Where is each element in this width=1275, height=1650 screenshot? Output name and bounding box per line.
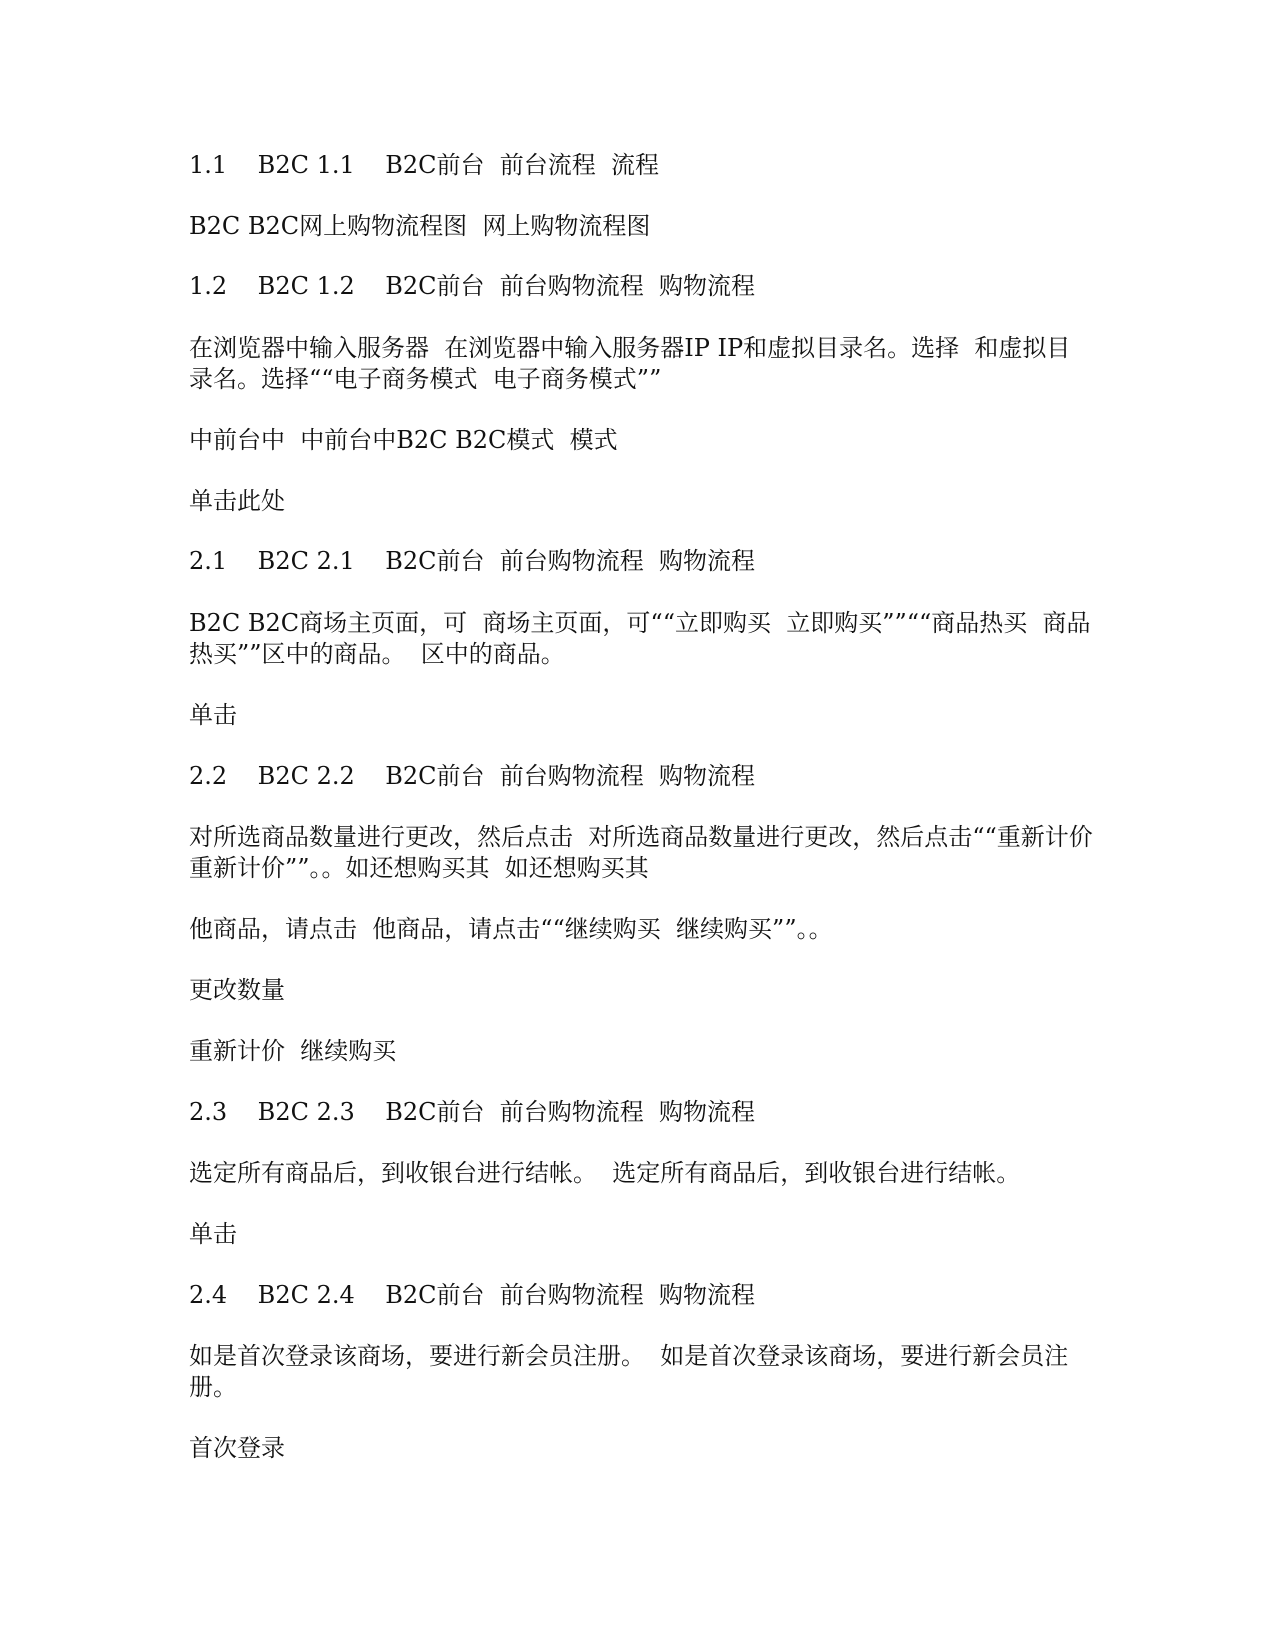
- paragraph-click-2: 单击: [189, 1220, 237, 1248]
- section-heading-1-1: 1.1 B2C 1.1 B2C前台 前台流程 流程: [189, 151, 660, 179]
- section-heading-1-2: 1.2 B2C 1.2 B2C前台 前台购物流程 购物流程: [189, 272, 756, 300]
- paragraph-click: 单击: [189, 701, 237, 729]
- paragraph-browser-input: 在浏览器中输入服务器 在浏览器中输入服务器IP IP和虚拟目录名。选择 和虚拟目录名。选择““电子商务模式 电子商务模式””: [189, 334, 1071, 393]
- paragraph-mall-homepage: B2C B2C商场主页面，可 商场主页面，可““立即购买 立即购买””““商品热买 商品热买””区中的商品。 区中的商品。: [189, 609, 1091, 668]
- section-heading-2-1: 2.1 B2C 2.1 B2C前台 前台购物流程 购物流程: [189, 547, 756, 575]
- paragraph-label-change-quantity: 更改数量: [189, 976, 285, 1004]
- paragraph-label-recalc-continue: 重新计价 继续购买: [189, 1037, 397, 1065]
- paragraph-flowchart-title: B2C B2C网上购物流程图 网上购物流程图: [189, 212, 651, 240]
- section-heading-2-4: 2.4 B2C 2.4 B2C前台 前台购物流程 购物流程: [189, 1281, 756, 1309]
- paragraph-first-login: 如是首次登录该商场，要进行新会员注册。 如是首次登录该商场，要进行新会员注册。: [189, 1342, 1069, 1401]
- paragraph-checkout: 选定所有商品后，到收银台进行结帐。 选定所有商品后，到收银台进行结帐。: [189, 1159, 1021, 1187]
- section-heading-2-3: 2.3 B2C 2.3 B2C前台 前台购物流程 购物流程: [189, 1098, 756, 1126]
- paragraph-click-here: 单击此处: [189, 487, 285, 515]
- paragraph-front-mode: 中前台中 中前台中B2C B2C模式 模式: [189, 426, 618, 454]
- paragraph-label-first-login: 首次登录: [189, 1434, 285, 1462]
- section-heading-2-2: 2.2 B2C 2.2 B2C前台 前台购物流程 购物流程: [189, 762, 756, 790]
- paragraph-change-quantity: 对所选商品数量进行更改，然后点击 对所选商品数量进行更改，然后点击““重新计价 重新计价””。。如还想购买其 如还想购买其: [189, 823, 1109, 882]
- paragraph-continue-shopping: 他商品，请点击 他商品，请点击““继续购买 继续购买””。。: [189, 915, 833, 943]
